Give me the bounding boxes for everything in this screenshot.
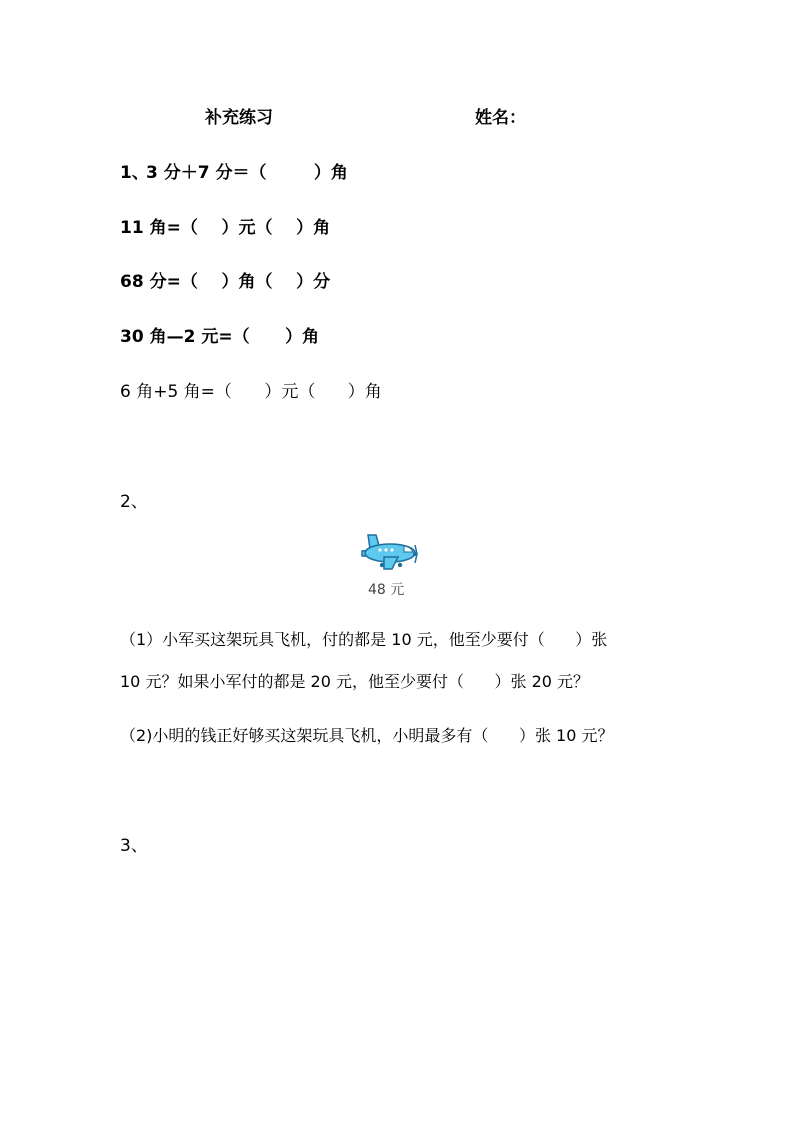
question-1-number: 1、 xyxy=(120,163,149,183)
airplane-price-caption: 48 元 xyxy=(368,582,405,598)
question-1-line-4: 30 角—2 元=（ ）角 xyxy=(120,327,320,347)
question-1-line-3: 68 分=（ ）角（ ）分 xyxy=(120,272,331,292)
question-2-number: 2、 xyxy=(120,492,148,512)
question-1-line-1: 3 分＋7 分＝（ ）角 xyxy=(146,163,348,183)
question-2-part-1-line-2: 10 元？如果小军付的都是 20 元，他至少要付（ ）张 20 元？ xyxy=(120,672,590,691)
worksheet-title: 补充练习 xyxy=(205,108,273,128)
question-1-line-5: 6 角+5 角=（ ）元（ ）角 xyxy=(120,382,382,402)
toy-airplane-icon xyxy=(356,531,418,573)
question-1-line-2: 11 角=（ ）元（ ）角 xyxy=(120,218,331,238)
question-2-part-2: （2)小明的钱正好够买这架玩具飞机，小明最多有（ ）张 10 元？ xyxy=(120,726,614,745)
question-3-number: 3、 xyxy=(120,836,148,856)
question-2-part-1-line-1: （1）小军买这架玩具飞机，付的都是 10 元，他至少要付（ ）张 xyxy=(120,630,608,649)
name-label: 姓名： xyxy=(475,108,526,128)
